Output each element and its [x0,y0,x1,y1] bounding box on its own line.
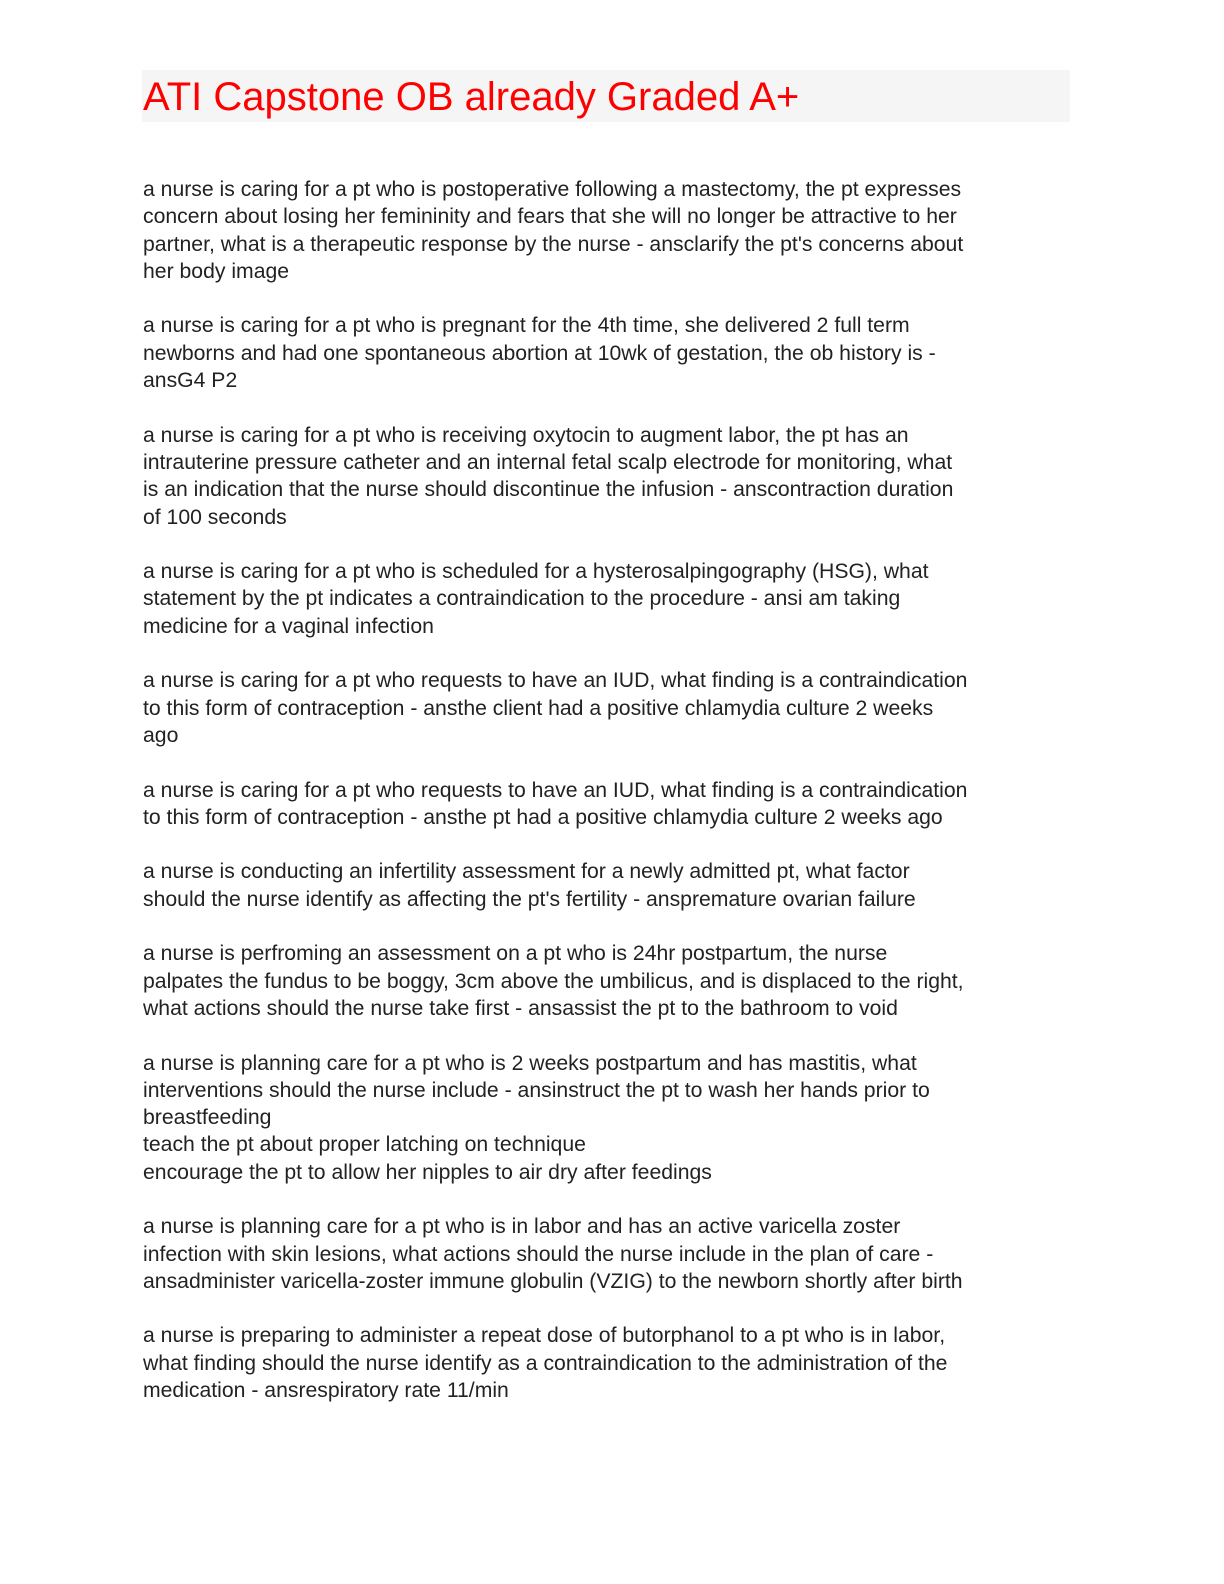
qa-entry [143,858,1073,913]
qa-line: concern about losing her femininity and fears that she will no longer be attractive to her [143,205,957,229]
qa-line: ansG4 P2 [143,369,238,393]
qa-entry [143,558,1073,640]
qa-line: ansadminister varicella-zoster immune globulin (VZIG) to the newborn shortly after birth [143,1269,963,1293]
qa-line: a nurse is caring for a pt who requests to have an IUD, what finding is a contraindication [143,669,968,693]
qa-line: to this form of contraception - ansthe pt had a positive chlamydia culture 2 weeks ago [143,805,943,829]
qa-entry [143,312,1073,394]
qa-line: interventions should the nurse include - ansinstruct the pt to wash her hands prior to [143,1078,930,1102]
qa-line: what actions should the nurse take first - ansassist the pt to the bathroom to void [143,996,898,1020]
qa-line: what finding should the nurse identify as a contraindication to the administration of the [143,1351,948,1375]
qa-line: statement by the pt indicates a contraindication to the procedure - ansi am taking [143,587,901,611]
qa-line: a nurse is planning care for a pt who is in labor and has an active varicella zoster [143,1215,901,1239]
qa-line: a nurse is caring for a pt who is postoperative following a mastectomy, the pt expresses [143,178,962,201]
qa-line: partner, what is a therapeutic response by the nurse - ansclarify the pt's concerns about [143,232,964,256]
qa-list [143,176,1073,1432]
qa-entry [143,1050,1073,1186]
qa-entry [143,777,1073,832]
qa-line: a nurse is conducting an infertility assessment for a newly admitted pt, what factor [143,860,910,884]
qa-line: is an indication that the nurse should discontinue the infusion - anscontraction duration [143,478,954,502]
qa-entry [143,940,1073,1022]
qa-line: intrauterine pressure catheter and an internal fetal scalp electrode for monitoring, what [143,450,953,474]
qa-line: a nurse is perfroming an assessment on a pt who is 24hr postpartum, the nurse [143,942,888,966]
qa-line: to this form of contraception - ansthe client had a positive chlamydia culture 2 weeks [143,696,934,720]
qa-line: a nurse is caring for a pt who is scheduled for a hysterosalpingography (HSG), what [143,560,929,584]
qa-line: a nurse is caring for a pt who requests to have an IUD, what finding is a contraindication [143,778,968,802]
qa-line: of 100 seconds [143,505,287,529]
qa-line: encourage the pt to allow her nipples to air dry after feedings [143,1160,712,1184]
qa-entry [143,1213,1073,1295]
qa-line: a nurse is preparing to administer a repeat dose of butorphanol to a pt who is in labor, [143,1324,946,1348]
qa-entry [143,422,1073,531]
qa-line: newborns and had one spontaneous abortion at 10wk of gestation, the ob history is - [143,341,936,365]
document-title: ATI Capstone OB already Graded A+ [143,75,800,119]
qa-line: breastfeeding [143,1106,272,1130]
qa-entry [143,667,1073,749]
qa-entry [143,176,1073,285]
qa-entry [143,1322,1073,1404]
qa-line: medicine for a vaginal infection [143,614,434,638]
qa-line: a nurse is caring for a pt who is receiving oxytocin to augment labor, the pt has an [143,423,909,447]
qa-line: palpates the fundus to be boggy, 3cm above the umbilicus, and is displaced to the right, [143,969,964,993]
qa-line: teach the pt about proper latching on technique [143,1133,586,1157]
qa-line: her body image [143,259,290,283]
qa-line: a nurse is caring for a pt who is pregnant for the 4th time, she delivered 2 full term [143,314,910,338]
qa-line: medication - ansrespiratory rate 11/min [143,1379,509,1403]
qa-line: ago [143,723,179,747]
qa-line: infection with skin lesions, what actions should the nurse include in the plan of care - [143,1242,934,1266]
qa-line: a nurse is planning care for a pt who is 2 weeks postpartum and has mastitis, what [143,1051,917,1075]
qa-line: should the nurse identify as affecting the pt's fertility - anspremature ovarian failure [143,887,916,911]
